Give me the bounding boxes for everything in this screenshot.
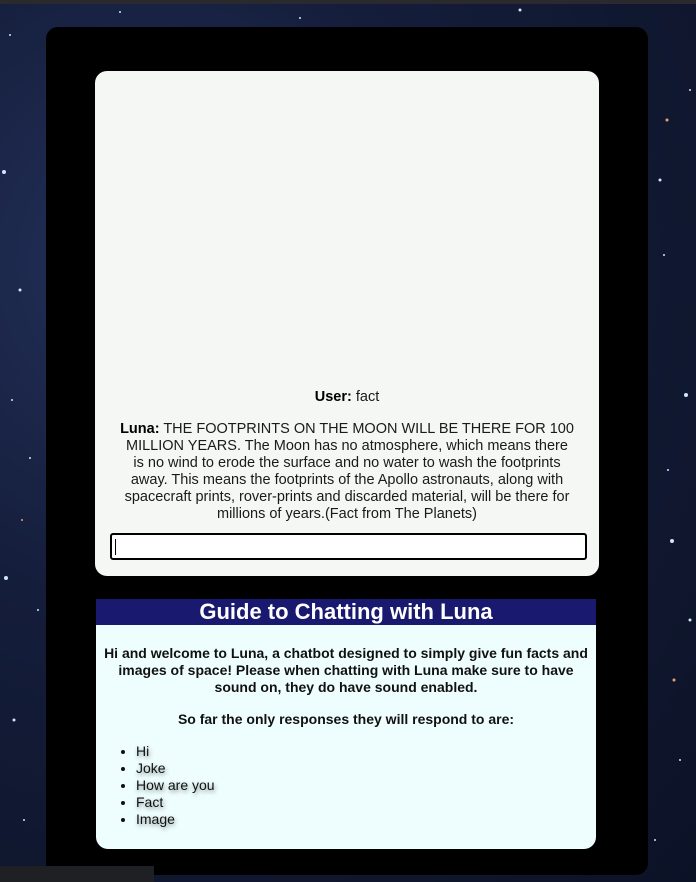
list-item: • Joke <box>136 760 596 777</box>
list-item: • Hi <box>136 743 596 760</box>
message-list <box>95 71 599 523</box>
luna-message <box>119 421 575 523</box>
guide-box <box>96 599 596 849</box>
list-item: • Image <box>136 811 596 828</box>
luna-text: THE FOOTPRINTS ON THE MOON WILL BE THERE FOR 100 MILLION YEARS. The Moon has no atmosphere, which means there is no wind to erode the surface and no water to wash the footprints away. This means the footprints of the Apollo astronauts, along with spacecraft prints, rover-prints and discarded material, will be there for millions of years.(Fact from The Planets) <box>124 421 574 522</box>
chat-window <box>95 71 599 576</box>
list-item: • How are you <box>136 777 596 794</box>
guide-title: Guide to Chatting with Luna <box>96 599 596 625</box>
guide-intro: Hi and welcome to Luna, a chatbot designed to simply give fun facts and images of space! Please when chatting with Luna make sure to have sound on, they do have sound enabled. <box>104 645 588 695</box>
text-caret <box>115 539 116 555</box>
responses-list <box>96 743 596 828</box>
luna-label: Luna: <box>120 421 160 437</box>
chat-input[interactable] <box>110 533 587 560</box>
user-label: User: <box>314 389 352 405</box>
list-item: • Fact <box>136 794 596 811</box>
guide-subtitle: So far the only responses they will respond to are: <box>177 711 515 727</box>
user-text: fact <box>355 389 380 405</box>
taskbar-fragment <box>0 866 154 882</box>
browser-top-bar <box>0 0 696 4</box>
user-message <box>315 389 379 406</box>
